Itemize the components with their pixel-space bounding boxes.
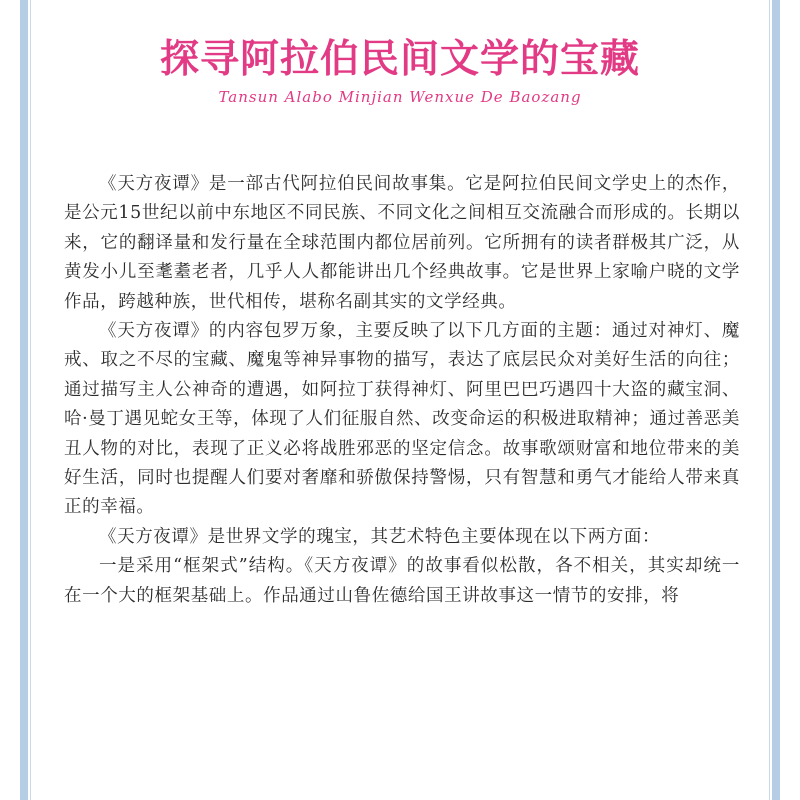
left-border-stripe bbox=[20, 0, 28, 800]
paragraph-2: 《天方夜谭》的内容包罗万象，主要反映了以下几方面的主题：通过对神灯、魔戒、取之不尽的宝藏、魔鬼等神异事物的描写，表达了底层民众对美好生活的向往；通过描写主人公神奇的遭遇，如阿拉丁获得神灯、阿里巴巴巧遇四十大盗的藏宝洞、哈·曼丁遇见蛇女王等，体现了人们征服自然、改变命运的积极进取精神；通过善恶美丑人物的对比，表现了正义必将战胜邪恶的坚定信念。故事歌颂财富和地位带来的美好生活，同时也提醒人们要对奢靡和骄傲保持警惕，只有智慧和勇气才能给人带来真正的幸福。 bbox=[64, 321, 740, 518]
right-border-line bbox=[769, 0, 770, 800]
paragraph-4: 一是采用“框架式”结构。《天方夜谭》的故事看似松散，各不相关，其实却统一在一个大的框架基础上。作品通过山鲁佐德给国王讲故事这一情节的安排，将 bbox=[64, 556, 740, 606]
paragraph-1: 《天方夜谭》是一部古代阿拉伯民间故事集。它是阿拉伯民间文学史上的杰作，是公元15世纪以前中东地区不同民族、不同文化之间相互交流融合而形成的。长期以来，它的翻译量和发行量在全球范围内都位居前列。它所拥有的读者群极其广泛，从黄发小儿至耄耋老者，几乎人人都能讲出几个经典故事。它是世界上家喻户晓的文学作品，跨越种族，世代相传，堪称名副其实的文学经典。 bbox=[64, 174, 740, 312]
page-title: 探寻阿拉伯民间文学的宝藏 bbox=[159, 36, 640, 82]
paragraph-3: 《天方夜谭》是世界文学的瑰宝，其艺术特色主要体现在以下两方面： bbox=[99, 526, 661, 547]
page-subtitle: Tansun Alabo Minjian Wenxue De Baozang bbox=[218, 88, 582, 106]
article-body bbox=[64, 170, 740, 611]
left-border-line bbox=[30, 0, 31, 800]
right-border-stripe bbox=[772, 0, 780, 800]
